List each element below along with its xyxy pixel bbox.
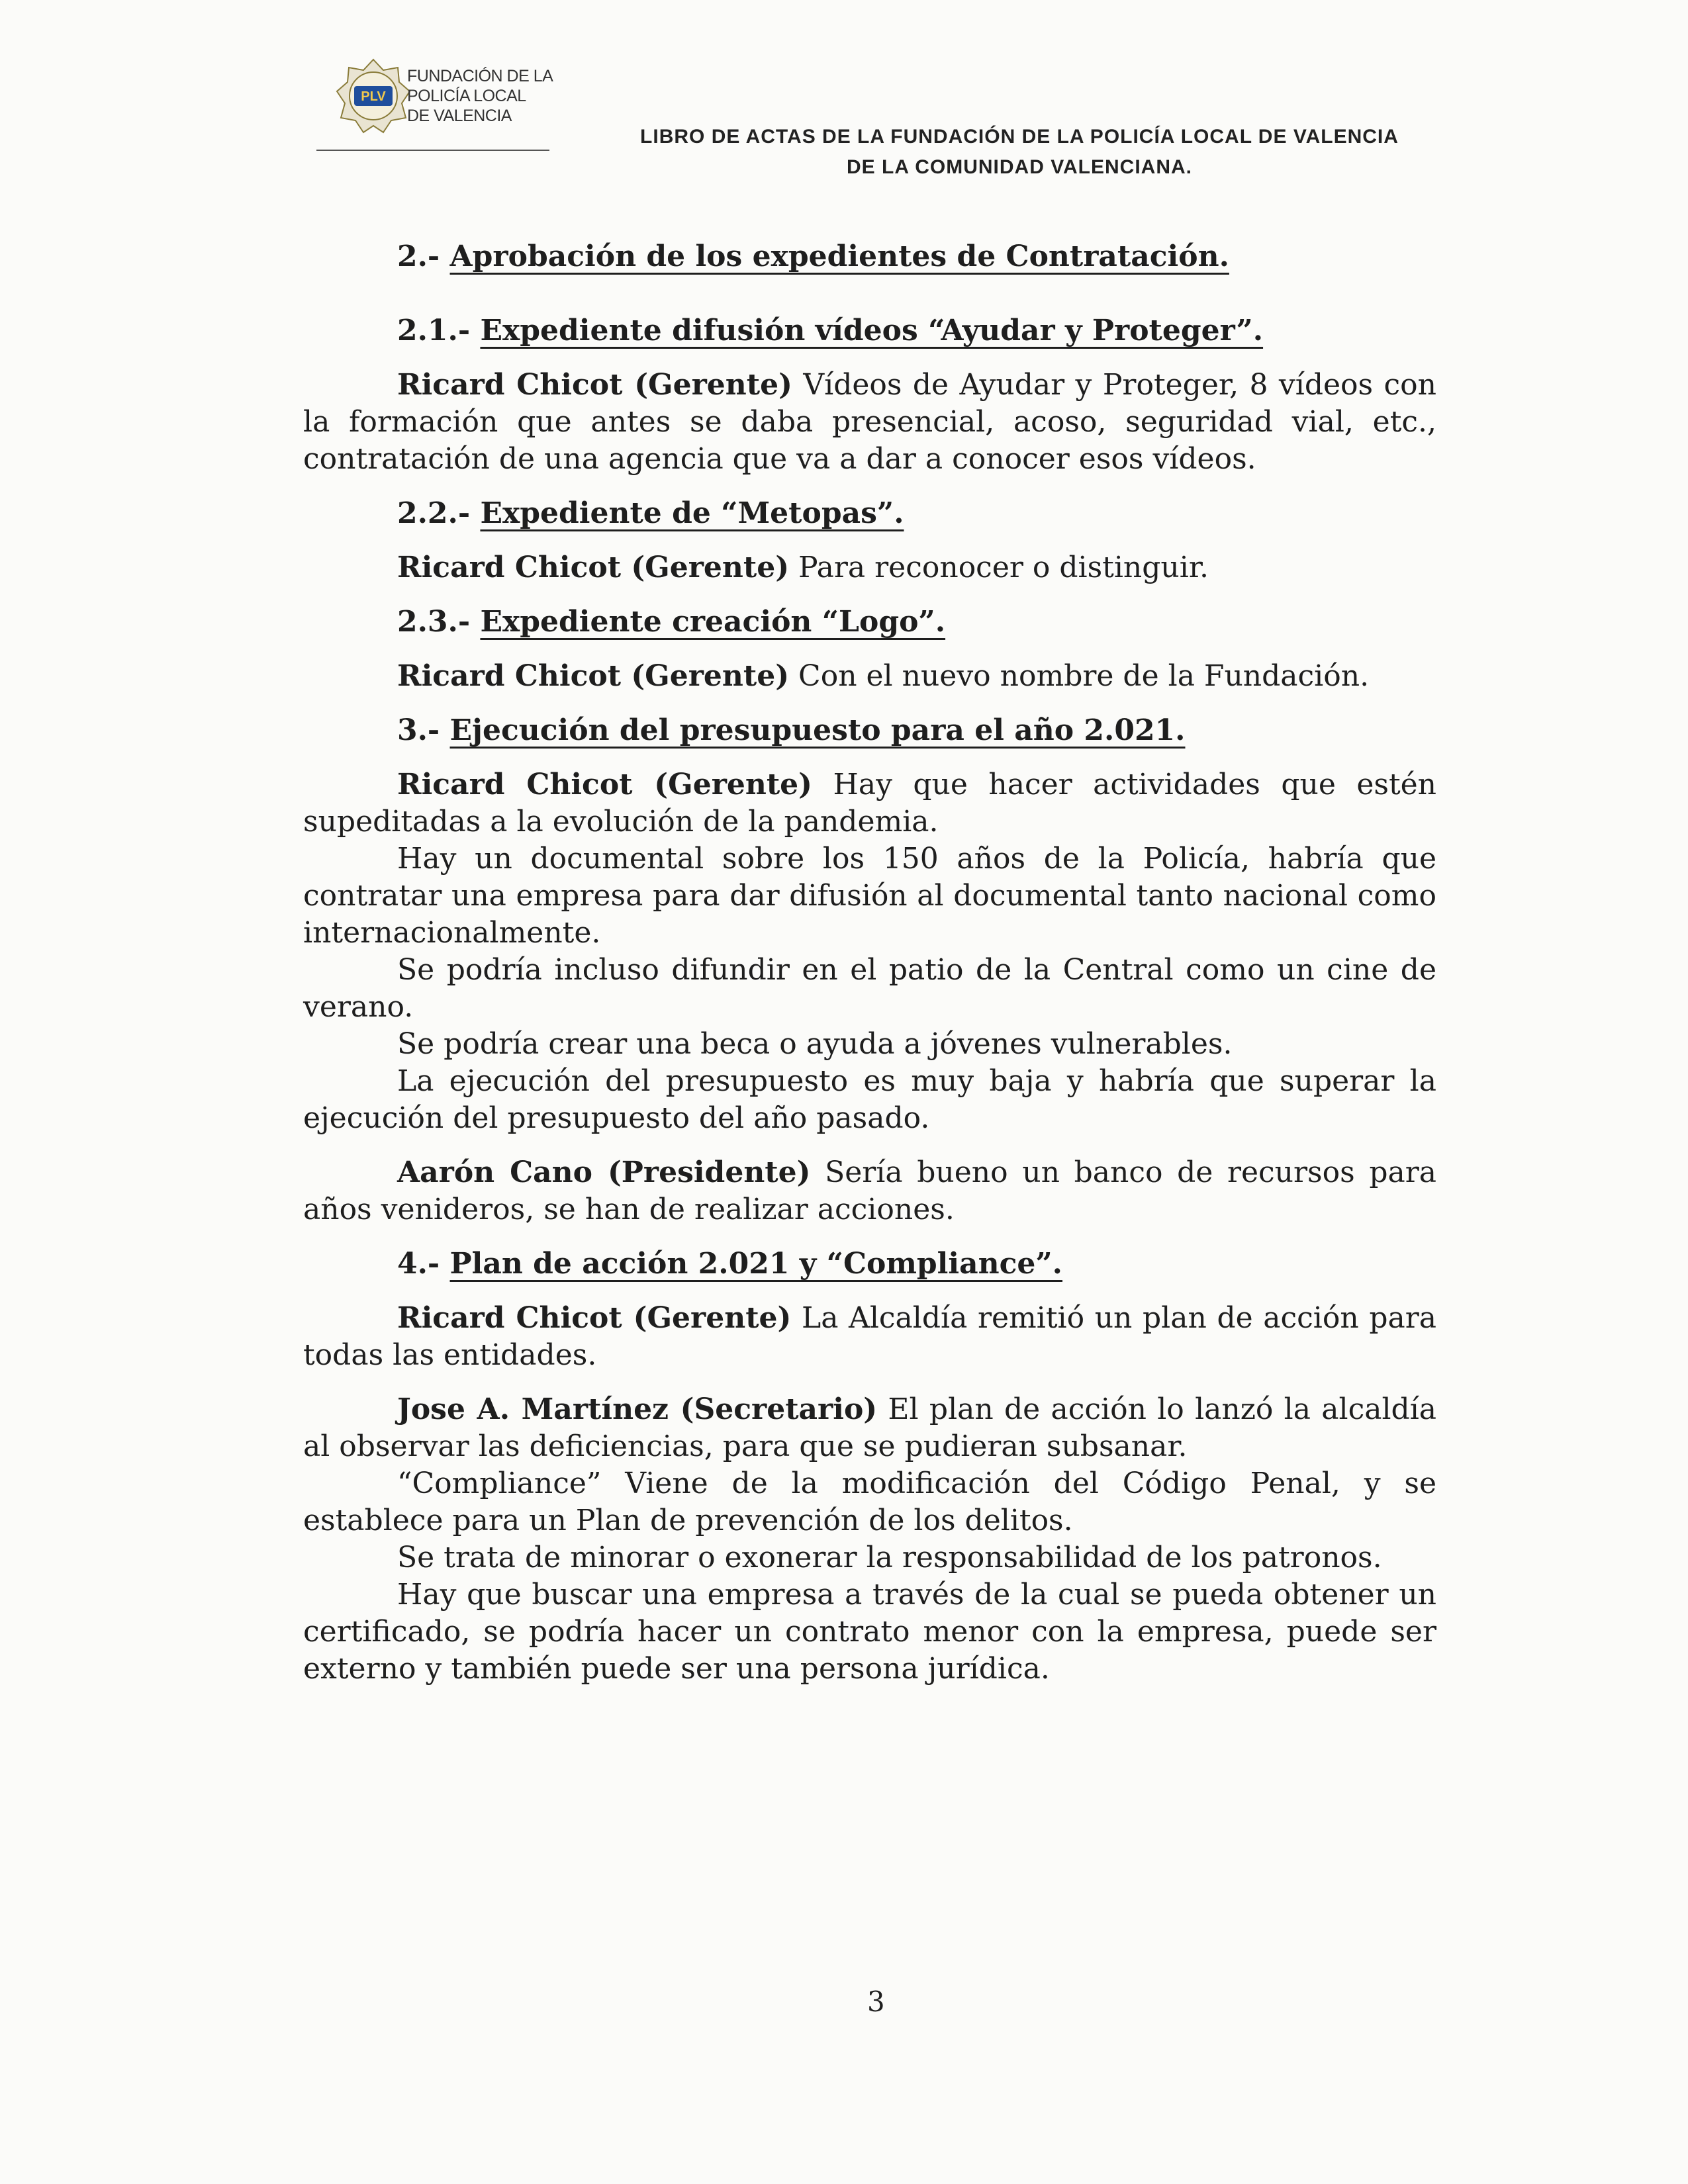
section-title: Expediente creación “Logo”. — [480, 605, 946, 639]
org-line-1: FUNDACIÓN DE LA — [407, 67, 553, 85]
section-heading-2-1 — [303, 312, 1436, 349]
section-heading-4 — [303, 1246, 1436, 1283]
paragraph — [303, 1300, 1436, 1374]
header-rule — [316, 150, 549, 151]
header-title-line-2: DE LA COMUNIDAD VALENCIANA. — [847, 156, 1192, 178]
paragraph — [303, 766, 1436, 841]
organization-name — [407, 66, 573, 126]
speaker-name: Ricard Chicot (Gerente) — [397, 1301, 792, 1335]
paragraph: Se podría incluso difundir en el patio de la Central como un cine de verano. — [303, 953, 1436, 1024]
speaker-name: Ricard Chicot (Gerente) — [397, 368, 792, 402]
section-title: Ejecución del presupuesto para el año 2.021. — [449, 713, 1186, 747]
paragraph-text: Vídeos de Ayudar y Proteger, 8 vídeos con la formación que antes se daba presencial, acoso, seguridad vial, etc., contratación de una agencia que va a dar a conocer esos vídeos. — [303, 368, 1437, 476]
paragraph — [303, 1154, 1436, 1228]
paragraph — [303, 549, 1436, 586]
minutes-body — [303, 238, 1436, 1688]
section-title: Aprobación de los expedientes de Contratación. — [449, 240, 1229, 273]
paragraph-text: Hay que hacer actividades que estén supeditadas a la evolución de la pandemia. — [303, 768, 1437, 839]
paragraph-text: Para reconocer o distinguir. — [789, 551, 1209, 584]
paragraph — [303, 658, 1436, 695]
paragraph: Se podría crear una beca o ayuda a jóvenes vulnerables. — [397, 1027, 1233, 1061]
section-number: 2.2.- — [397, 496, 481, 530]
speaker-name: Ricard Chicot (Gerente) — [397, 768, 812, 801]
speaker-name: Ricard Chicot (Gerente) — [397, 659, 790, 693]
section-heading-2-3 — [303, 604, 1436, 641]
org-line-3: DE VALENCIA — [407, 107, 512, 125]
section-number: 2.- — [397, 240, 450, 273]
speaker-name: Jose A. Martínez (Secretario) — [397, 1392, 878, 1426]
section-heading-3 — [303, 712, 1436, 749]
paragraph: Se trata de minorar o exonerar la responsabilidad de los patronos. — [397, 1541, 1382, 1574]
paragraph: Hay que buscar una empresa a través de la cual se pueda obtener un certificado, se podría hacer un contrato menor con la empresa, puede ser externo y también puede ser una persona jurídica. — [303, 1578, 1436, 1686]
foundation-logo-icon — [334, 57, 412, 135]
paragraph-text: El plan de acción lo lanzó la alcaldía al observar las deficiencias, para que se pudieran subsanar. — [303, 1392, 1436, 1463]
section-number: 2.3.- — [397, 605, 481, 639]
paragraph — [303, 1391, 1436, 1465]
page-number: 3 — [867, 1985, 885, 2018]
paragraph-text: La Alcaldía remitió un plan de acción para todas las entidades. — [303, 1301, 1436, 1372]
section-number: 2.1.- — [397, 314, 481, 347]
section-number: 3.- — [397, 713, 450, 747]
speaker-name: Ricard Chicot (Gerente) — [397, 551, 790, 584]
org-line-2: POLICÍA LOCAL — [407, 87, 526, 105]
paragraph: “Compliance” Viene de la modificación del Código Penal, y se establece para un Plan de prevención de los delitos. — [303, 1467, 1436, 1537]
paragraph: La ejecución del presupuesto es muy baja y habría que superar la ejecución del presupuesto del año pasado. — [303, 1064, 1436, 1135]
speaker-name: Aarón Cano (Presidente) — [397, 1156, 811, 1189]
header-title-line-1: LIBRO DE ACTAS DE LA FUNDACIÓN DE LA POLICÍA LOCAL DE VALENCIA — [640, 126, 1399, 148]
paragraph — [303, 367, 1436, 478]
section-heading-2 — [303, 238, 1436, 275]
section-heading-2-2 — [303, 495, 1436, 532]
section-title: Expediente difusión vídeos “Ayudar y Proteger”. — [480, 314, 1264, 347]
header-title — [583, 122, 1456, 183]
section-title: Expediente de “Metopas”. — [480, 496, 904, 530]
section-number: 4.- — [397, 1247, 450, 1281]
paragraph: Hay un documental sobre los 150 años de la Policía, habría que contratar una empresa para dar difusión al documental tanto nacional como internacionalmente. — [303, 842, 1436, 950]
paragraph-text: Con el nuevo nombre de la Fundación. — [789, 659, 1370, 693]
logo-badge: PLV — [361, 89, 386, 104]
section-title: Plan de acción 2.021 y “Compliance”. — [449, 1247, 1062, 1281]
paragraph-text: Sería bueno un banco de recursos para años venideros, se han de realizar acciones. — [303, 1156, 1437, 1226]
